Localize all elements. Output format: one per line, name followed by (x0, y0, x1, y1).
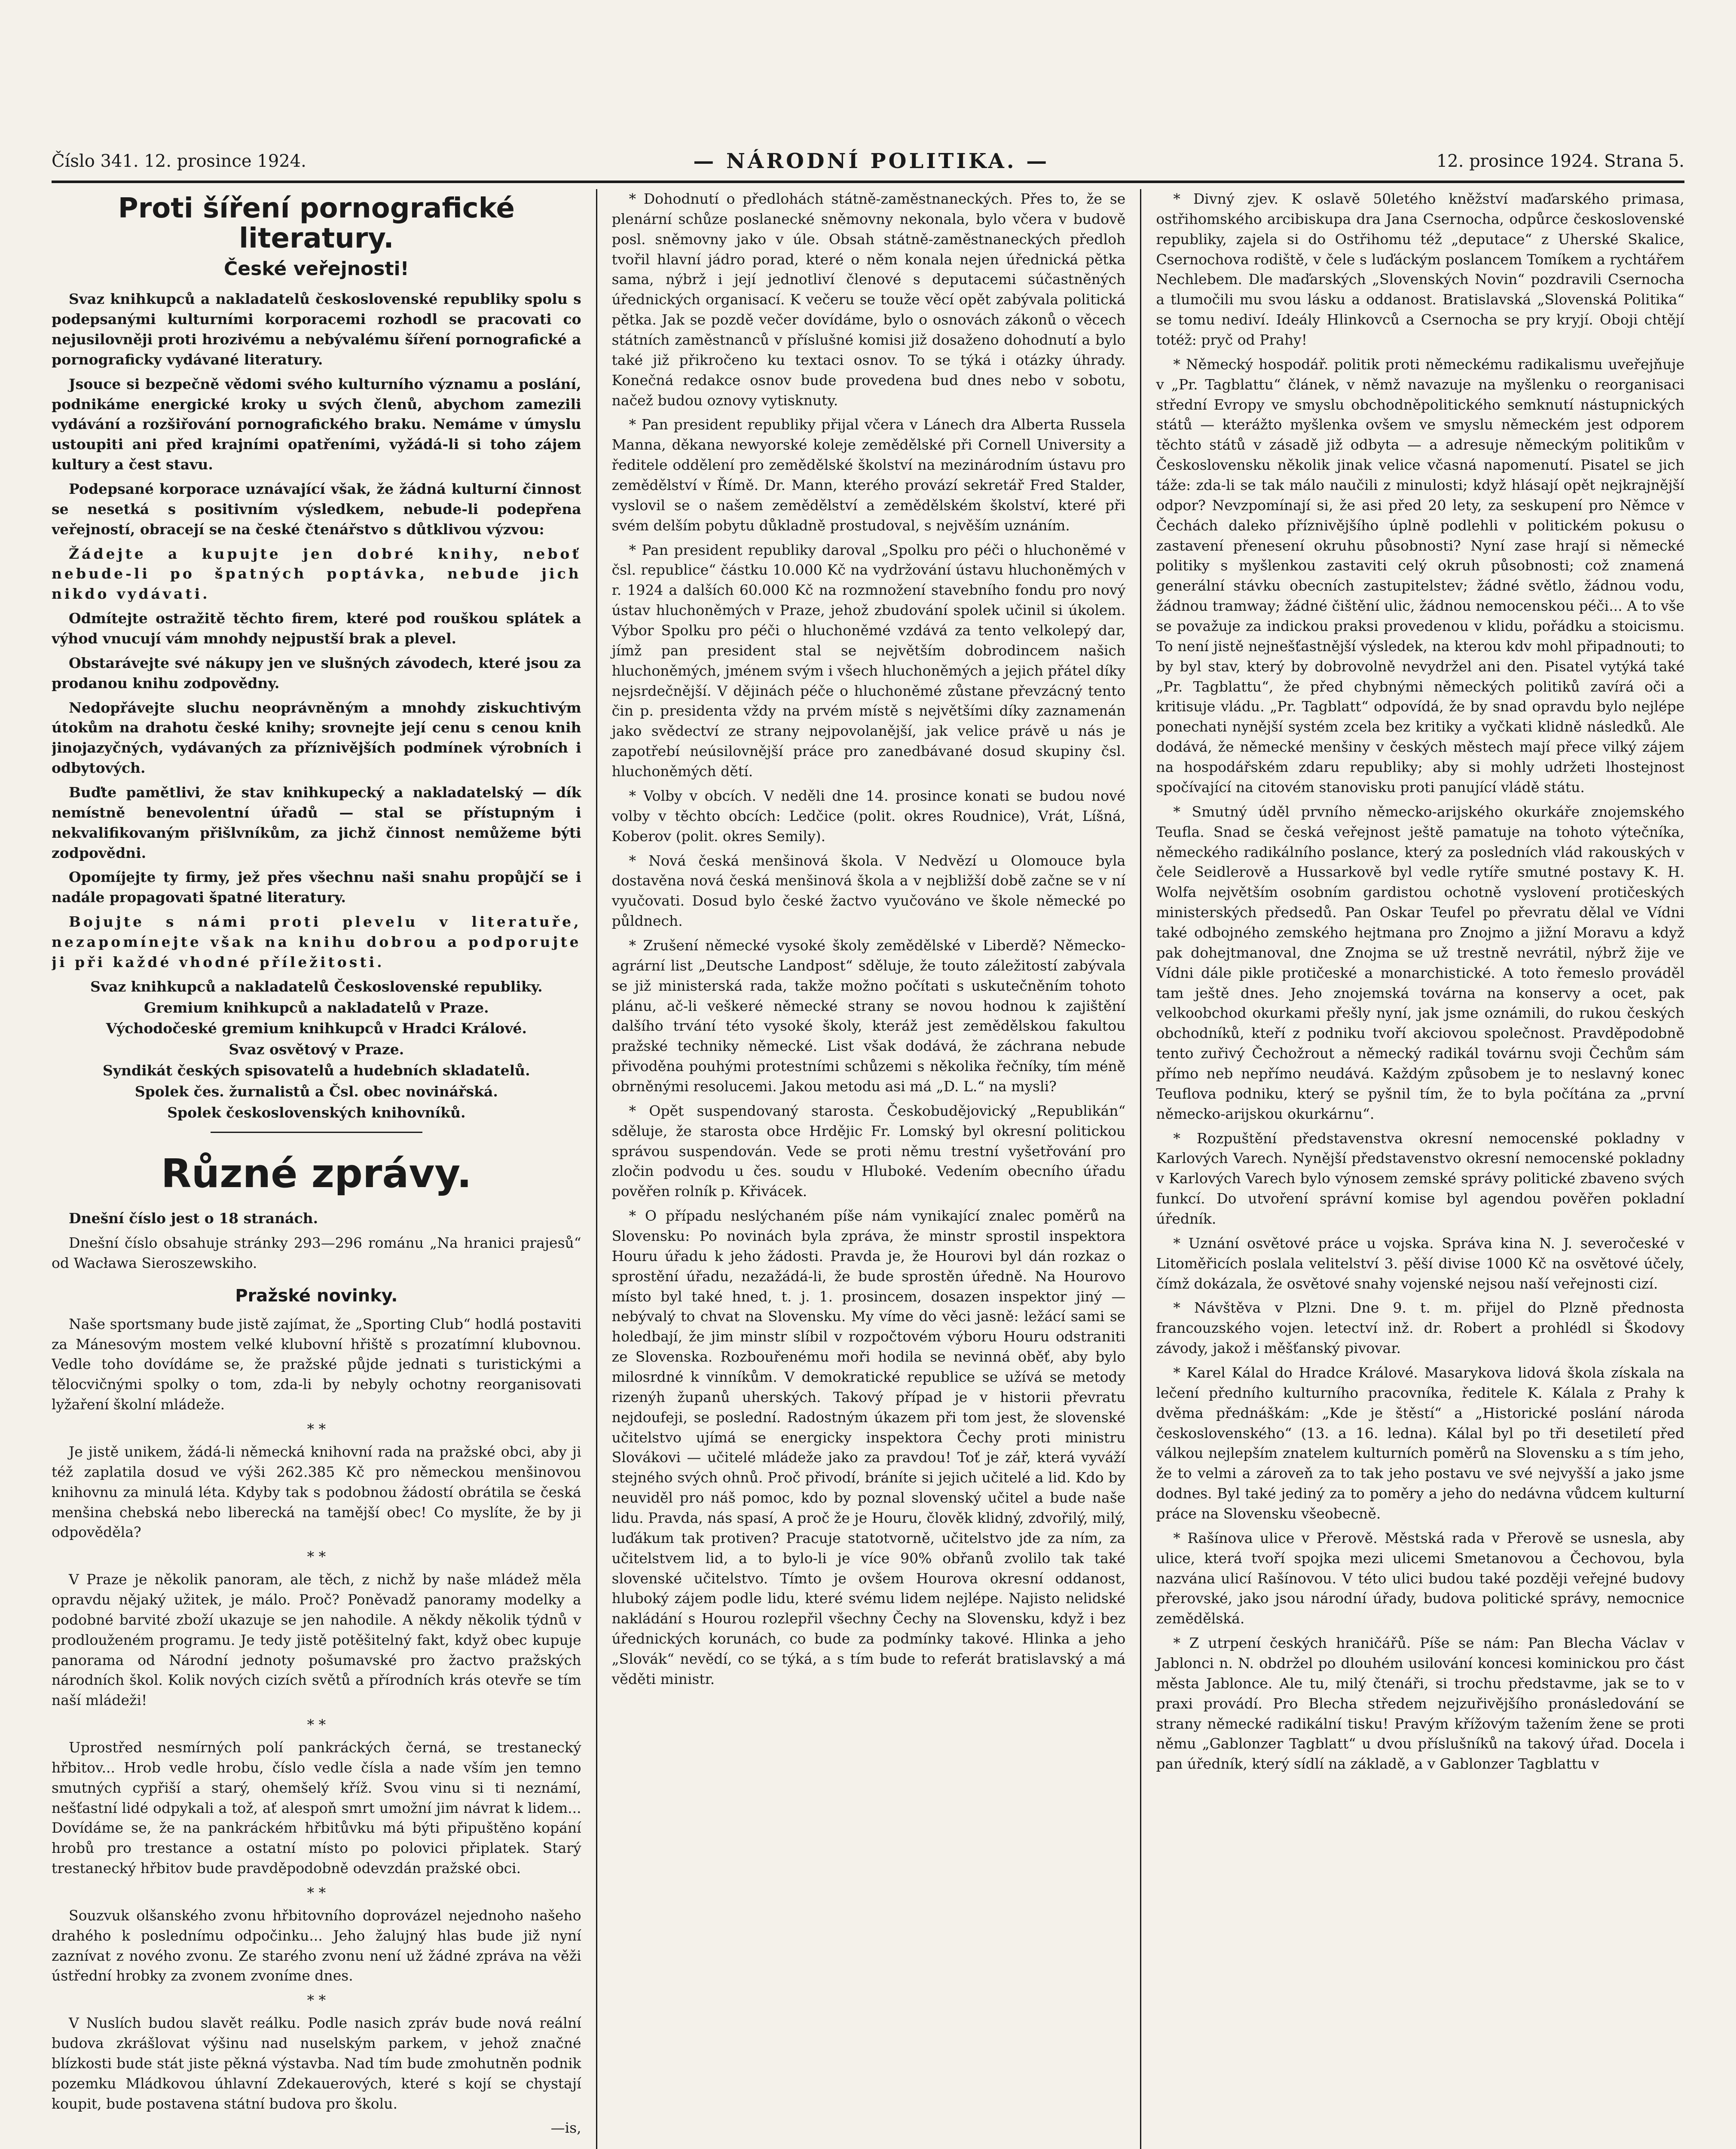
news-item: * Návštěva v Plzni. Dne 9. t. m. přijel do Plzně přednosta francouzského vojen. letectví inž. dr. Robert a prohlédl si Škodovy závody, jakož i měšťanský pivovar. (1156, 1299, 1684, 1357)
paragraph: Žádejte a kupujte jen dobré knihy, neboť nebude-li po špatných poptávka, nebude jich nikdo vydávati. (52, 545, 581, 603)
paragraph: Odmítejte ostražitě těchto firem, které pod rouškou splátek a výhod vnucují vám mnohdy nejpustší brak a plevel. (52, 610, 581, 647)
separator-stars: * * (307, 1420, 326, 1438)
signatory: Syndikát českých spisovatelů a hudebních skladatelů. (103, 1062, 530, 1079)
news-item: * O případu neslýchaném píše nám vynikající znalec poměrů na Slovensku: Po novinách byla zpráva, že minstr sprostil inspektora Houru úřadu k jeho žádosti. Pravda je, že Hourovi byl dán rozkaz o sprostění úřadu, nezažádá-li, že bude sprostěn úředně. Na Hourovo místo byl také hned, t. j. 1. prosincem, dosazen inspektor jiný — nebývalý to chvat na Slovensku. My víme do věci jasně: ležácí sami se holedbají, že jim minstr slíbil v rozpočtovém výboru Houru odstraniti ze Slovenska. Rozbouřenému moři hodila se nevinná oběť, aby bylo milosrdné k vinníkům. V demokratické republice se užívá se metody rizenýh županů uherských. Takový případ je v historii převratu nejdoufeji, se poslední. Radostným úkazem při tom jest, že slovenské učitelstvo ujímá se energicky inspektora Čechy proti ministru Slovákovi — učitelé mládeže jako za pravdou! Toť je zář, která vyváží stejného svých ohnů. Proč přivodí, bráníte si jejich učitelé a lid. Kdo by neuviděl pro náš pomoc, kdo by poznal slovenský učitel a bude naše lidu. Pravda, nás spasí, A proč že je Houru, člověk klidný, zdvořilý, milý, luďákum tak protiven? Pracuje statotvorně, učitelstvo jde za ním, za učitelstvem lid, a to bylo-li je více 90% obřanů zvolilo tak také slovenské učitelstvo. Tímto je ovšem Hourova okresní oddanost, hluboký zájem podle lidu, které svému lidem nejlépe. Najisto nelidské nakládání s Hourou rozlepřil všechny Čechy na Slovensku, když i bez úřednických korunách, co bude za podmínky takové. Hlinka a jeho „Slovák“ nevědí, co se týká, a s tím bude to referát bratislavský a má věděti ministr. (611, 1207, 1126, 1687)
paragraph: Dnešní číslo obsahuje stránky 293—296 románu „Na hranici prajesů“ od Wacława Sieroszewskiho. (52, 1234, 581, 1272)
paragraph: Podepsané korporace uznávající však, že žádná kulturní činnost se nesetká s positivním výsledkem, nebude-li podepřena veřejností, obracejí se na české čtenářstvo s důtklivou výzvou: (52, 480, 581, 538)
news-item: * Rozpuštění představenstva okresní nemocenské pokladny v Karlových Varech. Nynější představenstvo okresní nemocenské pokladny v Karlových Varech bylo výnosem zemské správy politické zbaveno svých funkcí. Do utvoření správní komise byl agendou pověřen pokladní úředník. (1156, 1130, 1684, 1227)
paragraph: Uprostřed nesmírných polí pankráckých černá, se trestanecký hřbitov... Hrob vedle hrobu, číslo vedle čísla a nade vším jen temno smutných cypřiší a starý, ohemšelý kříž. Svou vinu si ti neznámí, nešťastní lidé odpykali a tož, ať alespoň smrt umožní jim návrat k lidem... Dovídáme se, že na pankráckém hřbitůvku má býti připuštěno kopání hrobů pro trestance a ostatní místo po polovici připlatek. Starý trestanecký hřbitov bude pravděpodobně odevzdán pražské obci. (52, 1739, 581, 1877)
paragraph: Naše sportsmany bude jistě zajímat, že „Sporting Club“ hodlá postaviti za Mánesovým mostem velké klubovní hřiště s prozatímní klubovnou. Vedle toho dovídáme se, že pražské půjde jednati s turistickými a tělocvičnými spolky o tom, zda-li by nebyly ochotny reorganisovati lyžaření školní mládeže. (52, 1315, 581, 1413)
signatory: Svaz osvětový v Praze. (229, 1041, 404, 1058)
paragraph: Dnešní číslo jest o 18 stranách. (69, 1210, 318, 1227)
divider (211, 1132, 422, 1133)
separator-stars: * * (307, 1716, 326, 1733)
paragraph: V Praze je několik panoram, ale těch, z nichž by naše mládež měla opravdu nějaký užitek, je málo. Proč? Poněvadž panoramy modelky a podobné barvité zboží ukazuje se jen nahodile. A někdy několik týdnů v prodlouženém programu. Je tedy jistě potěšitelný fakt, když obec kupuje panorama od Národní jednoty pošumavské pro žactvo pražských národních škol. Kolik nových cizích světů a přírodních krás otevře se tím naší mládeži! (52, 1571, 581, 1709)
news-item: * Rašínova ulice v Přerově. Městská rada v Přerově se usnesla, aby ulice, která tvoří spojka mezi ulicemi Smetanovou a Čechovou, byla nazvána ulicí Rašínovou. V této ulici budou také později veřejné budovy přerovské, jako jsou národní úřady, budova politické správy, nemocnice zemědělská. (1156, 1529, 1684, 1627)
signatory: Spolek československých knihovníků. (167, 1104, 466, 1121)
news-item: * Z utrpení českých hraničářů. Píše se nám: Pan Blecha Václav v Jablonci n. N. obdržel po dlouhém usilování koncesi kominickou pro část města Jablonce. Ale tu, milý čtenáři, si trochu představme, jak se to v praxi provádí. Pro Blecha středem nejzuřivějšího pronásledování se strany německé radikální tisku! Pravým křížovým tažením žene se proti němu „Gablonzer Tagblatt“ u dvou příslušníků na takový úřad. Docela i pan úředník, který sídlí na základě, a v Gablonzer Tagblattu v (1156, 1635, 1684, 1772)
paragraph: Bojujte s námi proti plevelu v literatuře, nezapomínejte však na knihu dobrou a podporujte ji při každé vhodné příležitosti. (52, 913, 581, 970)
news-item: * Divný zjev. K oslavě 50letého kněžství maďarského primasa, ostřihomského arcibiskupa dra Jana Csernocha, odpůrce československé republiky, zajela si do Ostřihomu též „deputace“ z Uherské Skalice, Csernochova rodiště, v čele s luďáckým poslancem Tomíkem a rychtářem Nechlebem. Dle maďarských „Slovenských Novin“ pozdravili Csernocha a tlumočili mu svou lásku a oddanost. Bratislavská „Slovenská Politika“ se tomu nediví. Ideály Hlinkovců a Csernocha se pry kryjí. Oboji chtějí totéž: pryč od Prahy! (1156, 190, 1684, 349)
news-item: * Pan president republiky přijal včera v Lánech dra Alberta Russela Manna, děkana newyorské koleje zemědělské při Cornell University a ředitele oddělení pro zemědělské školství na mezinárodním ústavu pro zemědělství v Římě. Dr. Mann, kterého provází sekretář Fred Stalder, vyslovil se o našem zemědělství a zemědělském školství, které při svém delším pobytu důkladně prostudoval, s nejvěším uznáním. (611, 416, 1126, 534)
article-columns (52, 189, 1684, 2149)
news-item: * Dohodnutí o předlohách státně-zaměstnaneckých. Přes to, že se plenární schůze poslanecké sněmovny nekonala, bylo včera v budově posl. sněmovny jako v úle. Obsah státně-zaměstnaneckých předloh tvořil hlavní jádro porad, které o něm konala nejen úřednická pětka sama, nýbrž i její jednotliví členové s deputacemi súčastněných úřednických organisací. K večeru se touže věcí opět zabývala politická pětka. Jak se pozdě večer dovídáme, bylo o osnovách zákonů o věcech státních zaměstnanců v příslušné komisi již dosaženo dohodnutí a bylo také již přikročeno ku textaci osnov. To se týká i otázky úhrady. Konečná redakce osnov bude provedena bud dnes nebo v sobotu, načež budou oznovy vytisknuty. (611, 190, 1126, 409)
article-title-pornography: Proti šíření pornografické literatury. (118, 193, 515, 255)
news-item: * Smutný úděl prvního německo-arijského okurkáře znojemského Teufla. Snad se česká veřejnost ještě pamatuje na tohoto výtečníka, německého radikálního poslance, který za posledních vlád rakouských v čele Seidlerově a Hussarkově byl vedle rytíře smutné postavy K. H. Wolfa největším osobním gardistou ochotně vyslovení protičeských ministerských předsedů. Pan Oskar Teufel po převratu dělal ve Vídni také odbojného zemského hejtmana pro Znojmo a jižní Moravu a když pak dohejtmanoval, dne Znojma se už trestně nevrátil, nýbrž žije ve Vídni dále pikle protičeské a monarchistické. A toto řemeslo prováděl tam ještě dnes. Jeho znojemská továrna na konservy a ocet, pak velkoobchod okurkami přešly nyní, jak jsme oznámili, do rukou českých obchodníků, kteří z podniku tvoří akciovou společnost. Pravděpodobně tento zuřivý Čechožrout a německý radikál továrnu svoji Čechům sám přímo neb nepřímo neudává. Každým způsobem je to neslavný konec Teuflova podniku, který se pyšnil tím, že to byla počítána za „první německo-arijskou okurkárnu“. (1156, 803, 1684, 1122)
column-1 (52, 189, 596, 2149)
subsection-heading-prague-news: Pražské novinky. (235, 1286, 398, 1306)
signatory: Východočeské gremium knihkupců v Hradci Králové. (106, 1020, 527, 1037)
paragraph: Je jistě unikem, žádá-li německá knihovní rada na pražské obci, aby ji též zaplatila dosud ve výši 262.385 Kč pro německou menšinovou knihovnu za minulá léta. Kdyby tak s podobnou žádostí obrátila se česká menšina chebská nebo liberecká na tamější obec! Co myslíte, že by ji odpověděla? (52, 1443, 581, 1541)
signatory: Gremium knihkupců a nakladatelů v Praze. (144, 999, 489, 1016)
paragraph: Souzvuk olšanského zvonu hřbitovního doprovázel nejednoho našeho drahého k poslednímu odpočinku... Jeho žalujný hlas bude již nyní zaznívat z nového zvonu. Ze starého zvonu není už žádné zpráva na věži ústřední hrobky za zvonem zvoníme dnes. (52, 1907, 581, 1984)
separator-stars: * * (307, 1548, 326, 1565)
paragraph: Obstarávejte své nákupy jen ve slušných závodech, které jsou za prodanou knihu zodpovědny. (52, 654, 581, 692)
signatory: Spolek čes. žurnalistů a Čsl. obec novinářská. (134, 1083, 498, 1100)
news-item: * Pan president republiky daroval „Spolku pro péči o hluchoněmé v čsl. republice“ částku 10.000 Kč na vydržování ústavu hluchoněmých v r. 1924 a dalších 60.000 Kč na rozmnožení stavebního fondu pro nový ústav hluchoněmých v Praze, jehož zbudování spolek učinil si úkolem. Výbor Spolku pro péči o hluchoněmé vzdává za tento velkolepý dar, jímž pan president stal se největším dobrodincem našich hluchoněmých, jménem svým i všech hluchoněmých a jejich přátel díky nejsrdečnější. V dějinách péče o hluchoněmé zůstane převzácný tento čin p. presidenta vždy na prvém místě s největšími díky zaznamenán jako svědectví ze strany nejpovolanější, jak velice právě u nás je zapotřebí neúsilovnější práce pro zanedbávané dosud skupiny čsl. hluchoněmých dětí. (611, 541, 1126, 780)
separator-stars: * * (307, 1992, 326, 2009)
separator-stars: * * (307, 1884, 326, 1901)
paragraph: Buďte pamětlivi, že stav knihkupecký a nakladatelský — dík nemístně benevolentní úřadů — stal se přístupným i nekvalifikovaným přišlvníkům, za jichž činnost nemůžeme býti zodpovědni. (52, 784, 581, 861)
paragraph: Jsouce si bezpečně vědomi svého kulturního významu a poslání, podnikáme energické kroky u svých členů, abychom zamezili vydávání a rozšiřování pornografického braku. Nemáme v úmyslu ustoupiti ani před krajními opatřeními, vyžádá-li si toho zájem kultury a čest stavu. (52, 375, 581, 473)
news-item: * Opět suspendovaný starosta. Českobudějovický „Republikán“ sděluje, že starosta obce Hrdějic Fr. Lomský byl okresní politickou správou suspendován. Vede se proti němu trestní vyšetřování pro zločin podvodu u čes. soudu v Hluboké. Vedením obecního úřadu pověřen rolník p. Křivácek. (611, 1102, 1126, 1200)
news-item: * Karel Kálal do Hradce Králové. Masarykova lidová škola získala na lečení předního kulturního pracovníka, ředitele K. Kálala z Prahy k dvěma přednáškám: „Kde je štěstí“ a „Historické poslání národa československého“ (13. a 16. ledna). Kálal byl po tři desetiletí před válkou nejlepším znatelem kulturních poměrů na Slovensku a s tím jeho, že to velmi a zároveň za to tak jeho postavu ve své nejvyšší a jako jsme dodnes. Byl také jediný za to poměry a jeho do nedávna vůdcem kulturní práce na Slovensku všeobecně. (1156, 1364, 1684, 1522)
paragraph: V Nuslích budou slavět reálku. Podle nasich zpráv bude nová reální budova zkrášlovat výšinu nad nuselským parkem, v jehož značné blízkosti bude stát jiste pěkná výstavba. Nad tím bude zmohutněn podnik pozemku Mládkovou úhlavní Zdekauerových, které s kojí se chystají koupit, bude postavena státní budova pro školu. (52, 2014, 581, 2112)
section-heading-various-news: Různé zprávy. (161, 1150, 472, 1197)
author-signature: —is, (550, 2119, 581, 2137)
issue-info-right: 12. prosince 1924. Strana 5. (1436, 151, 1684, 171)
column-3 (1140, 189, 1684, 2149)
column-2 (596, 189, 1140, 2149)
paragraph: Opomíjejte ty firmy, jež přes všechnu naši snahu propůjčí se i nadále propagovati špatné literatury. (52, 869, 581, 906)
page-header (52, 142, 1684, 183)
signatory: Svaz knihkupců a nakladatelů Československé republiky. (90, 978, 543, 995)
paragraph: Nedopřávejte sluchu neoprávněným a mnohdy ziskuchtivým útokům na drahotu české knihy; srovnejte její cenu s cenou knih jinojazyčných, vydávaných za příznivějších podmínek výrobních i odbytových. (52, 699, 581, 777)
news-item: * Nová česká menšinová škola. V Nedvězí u Olomouce byla dostavěna nová česká menšinová škola a v nejbližší době začne se v ní vyučovati. Dosud bylo české žactvo vyučováno ve škole německé po půldnech. (611, 852, 1126, 930)
news-item: * Zrušení německé vysoké školy zemědělské v Liberdě? Německo-agrární list „Deutsche Landpost“ sděluje, že touto záležitostí zabývala se již ministerská rada, takže možno počítati s uskutečněním tohoto plánu, ač-li veškeré německé strany se novou hodnou k zajištění dalšího trvání této vysoké školy, kteráž jest zemědělskou fakultou pražské techniky německé. List však dodává, že záchrana nebude přivoděna pouhými protestními schůzemi s několika řečníky, tím méně obrněnými resolucemi. Jakou metodu asi má „D. L.“ na mysli? (611, 937, 1126, 1095)
issue-info-left: Číslo 341. 12. prosince 1924. (52, 151, 306, 171)
news-item: * Volby v obcích. V neděli dne 14. prosince konati se budou nové volby v těchto obcích: Ledčice (polit. okres Roudnice), Vrát, Líšná, Koberov (polit. okres Semily). (611, 787, 1126, 845)
news-item: * Německý hospodář. politik proti německému radikalismu uveřejňuje v „Pr. Tagblattu“ článek, v němž navazuje na myšlenku o reorganisaci střední Evropy ve smyslu obchodněpolitického semknutí nástupnických států — kterážto myšlenka ovšem ve smyslu německém jest odporem těchto států v zásadě již odbyta — a adresuje německým politikům v Československu několik jinak velice včasná napomenutí. Pisatel se jich táže: zda-li se tak málo naučili z minulosti; když hlásají opět nejkrajnější odpor? Nevzpomínají si, že asi před 20 lety, za seskupení pro Němce v Čechách daleko příznivějšího úplně podlehli v politickém pokusu o zastavení přenesení okruhu působnosti? Nyní zase hrají si německé politiky s myšlenkou zastaviti celý okruh působnosti; což znamená generální stávku obecních zastupitelstev; žádné světlo, žádnou vodu, žádnou tramway; žádné čištění ulic, žádnou nemocenskou péči... A to vše se považuje za indickou praksi provedenou v klidu, pořádku a stoicismu. To není jistě nejnešťastnější výsledek, na kterou kdv mohl připadnouti; to by byl stav, který by dobrovolně nevydržel ani den. Pisatel vytýká také „Pr. Tagblattu“, že před chybnými německých politiků zavírá oči a kritisuje vládu. „Pr. Tagblatt“ odpovídá, že by snad opravdu bylo nejlépe ponechati nynější systém zcela bez kritiky a vyčkati klidně následků. Ale dodává, že německé menšiny v českých městech mají přece vilký zájem na hospodářském zdaru republiky; aby si mohly udržeti lhostejnost spočívající na citovém stanovisku proti panující vládě státu. (1156, 355, 1684, 796)
newspaper-title: — NÁRODNÍ POLITIKA. — (693, 149, 1050, 173)
paragraph: Svaz knihkupců a nakladatelů československé republiky spolu s podepsanými kulturními korporacemi rozhodl se pracovati co nejusilovněji proti hrozivému a nebývalému šíření pornografické a pornograficky vydávané literatury. (52, 291, 581, 368)
news-item: * Uznání osvětové práce u vojska. Správa kina N. J. severočeské v Litoměřicích poslala velitelství 3. pěší divise 1000 Kč na osvětové účely, čímž dokázala, že osvětové snahy vojenské nejsou naší veřejnosti cizí. (1156, 1234, 1684, 1292)
article-subtitle: České veřejnosti! (224, 257, 409, 280)
